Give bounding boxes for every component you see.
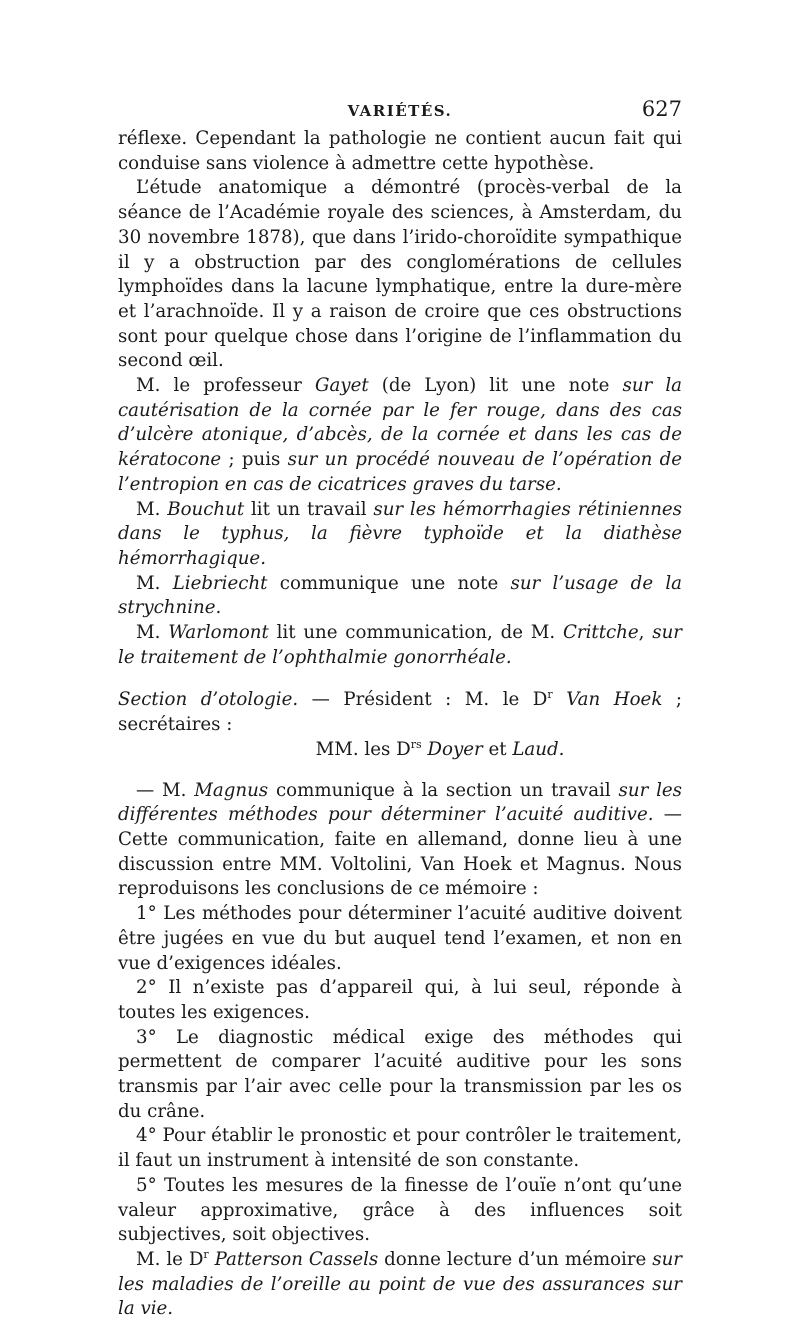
text-run: ; secrétaires : <box>118 689 682 736</box>
paragraph-continuation: réflexe. Cependant la pathologie ne contient aucun fait qui conduise sans violence à admettre cette hypothèse. <box>118 128 682 174</box>
author-name: Crittche <box>562 622 639 644</box>
text-run: M. le professeur <box>136 375 315 397</box>
paragraph-anatomy: L’étude anatomique a démontré (procès-verbal de la séance de l’Académie royale des sciences, à Amsterdam, du 30 novembre 1878), que dans l’irido-choroïdite sympathique il y a obstruction par des conglomérations de cellules lymphoïdes dans la lacune lymphatique, entre la dure-mère et l’arachnoïde. Il y a raison de croire que ces obstructions sont pour quelque chose dans l’origine de l’inflammation du second œil. <box>118 177 682 372</box>
running-head <box>118 97 682 125</box>
text-run: lit un travail <box>244 498 374 520</box>
text-run: M. le D <box>136 1248 204 1270</box>
text-run: (de Lyon) lit une note <box>368 375 623 397</box>
conclusion-2: 2° Il n’existe pas d’appareil qui, à lui seul, réponde à toutes les exigences. <box>118 977 682 1023</box>
paragraph-patterson <box>118 1248 682 1322</box>
conclusion-1: 1° Les méthodes pour déterminer l’acuité auditive doivent être jugées en vue du but auquel tend l’examen, et non en vue d’exigences idéales. <box>118 903 682 974</box>
superscript: r <box>203 1247 209 1261</box>
paragraph-magnus <box>118 779 682 903</box>
text-run: M. <box>136 498 168 520</box>
text-run: M. <box>136 572 173 594</box>
author-name: Liebriecht <box>172 572 268 594</box>
section-heading-secretaries <box>118 738 682 763</box>
author-name: Gayet <box>314 375 369 397</box>
section-title: Section d’otologie. <box>118 689 299 711</box>
work-title: sur la cautérisation de la cornée par le fer rouge, dans des cas d’ulcère atonique, d’abcès, de la cornée et dans les cas de kératocone <box>118 375 682 471</box>
text-run: et <box>482 738 513 760</box>
text-run: — Cette communication, faite en allemand, donne lieu à une discussion entre MM. Voltolini, Van Hoek et Magnus. Nous reproduisons les conclusions de ce mémoire : <box>118 804 682 900</box>
page-number: 627 <box>641 97 682 121</box>
text-run <box>553 689 567 710</box>
author-name: Van Hoek <box>566 689 663 711</box>
author-name: Laud. <box>512 738 565 760</box>
work-title: sur les différentes méthodes pour déterminer l’acuité auditive. <box>118 779 682 826</box>
author-name: Doyer <box>427 738 483 760</box>
work-title: sur les maladies de l’oreille au point de vue des assurances sur la vie. <box>118 1248 682 1320</box>
text-run: , <box>638 622 653 644</box>
superscript: r <box>547 688 553 702</box>
running-title: VARIÉTÉS. <box>347 102 453 120</box>
text-run: donne lecture d’un mémoire <box>378 1248 653 1270</box>
paragraph-liebriecht <box>118 572 682 621</box>
section-heading-otologie <box>118 688 682 737</box>
text-run: — Président : M. le D <box>298 689 548 711</box>
author-name: Bouchut <box>167 498 245 520</box>
author-name: Patterson Cassels <box>214 1248 379 1270</box>
text-run: — M. <box>136 779 195 801</box>
text-run: lit une communication, de M. <box>268 622 563 644</box>
text-run: communique à la section un travail <box>268 779 619 801</box>
conclusion-5: 5° Toutes les mesures de la finesse de l’ouïe n’ont qu’une valeur approximative, grâce à des influences soit subjectives, soit objectives. <box>118 1174 682 1246</box>
paragraph-gayet <box>118 374 682 498</box>
text-run: ; puis <box>221 449 288 471</box>
work-title: sur l’usage de la strychnine. <box>118 572 683 619</box>
conclusion-4: 4° Pour établir le pronostic et pour contrôler le traitement, il faut un instrument à intensité de son constante. <box>118 1125 682 1172</box>
work-title: sur les hémorrhagies rétiniennes dans le typhus, la fièvre typhoïde et la diathèse hémorrhagique. <box>118 498 683 569</box>
work-title: sur le traitement de l’ophthalmie gonorrhéale. <box>118 622 682 668</box>
paragraph-warlomont <box>118 621 682 670</box>
book-page <box>118 97 682 1322</box>
text-run: M. <box>136 622 169 644</box>
author-name: Warlomont <box>168 622 269 644</box>
text-run: MM. les D <box>315 738 411 760</box>
work-title: sur un procédé nouveau de l’opération de l’entropion en cas de cicatrices graves du tarse. <box>118 449 683 495</box>
superscript: rs <box>410 737 422 751</box>
conclusion-3: 3° Le diagnostic médical exige des méthodes qui permettent de comparer l’acuité auditive pour les sons transmis par l’air avec celle pour la transmission par les os du crâne. <box>118 1026 682 1122</box>
paragraph-bouchut <box>118 498 682 572</box>
text-run: communique une note <box>267 572 511 594</box>
author-name: Magnus <box>194 779 269 801</box>
